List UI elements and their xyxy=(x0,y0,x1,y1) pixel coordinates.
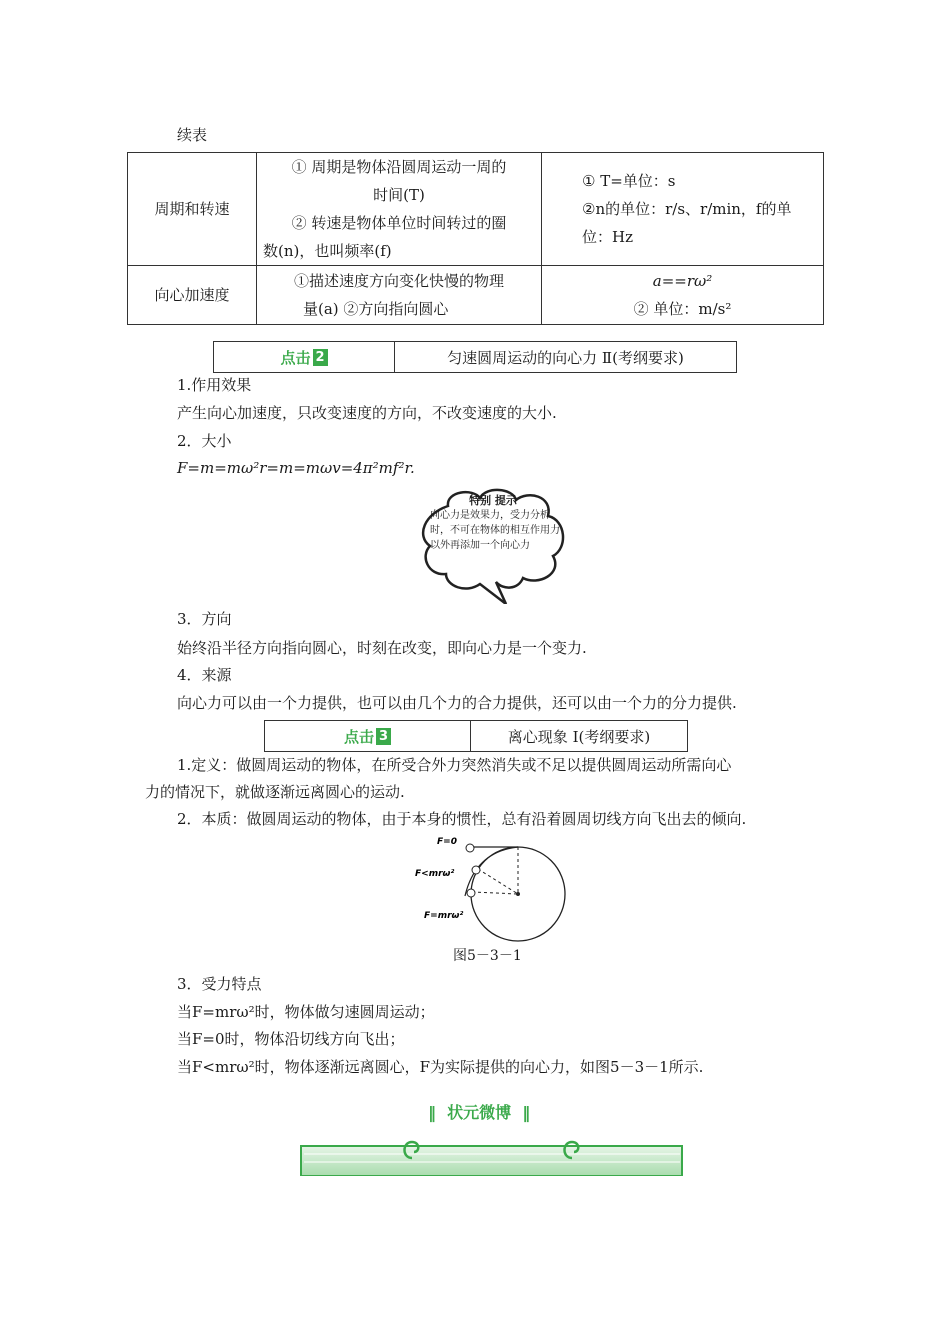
row-name: 周期和转速 xyxy=(128,153,257,266)
s2-line: 2．大小 xyxy=(177,432,232,450)
desc-line: 量(a) ②方向指向圆心 xyxy=(303,300,449,318)
tip-title: 特别 提示 xyxy=(469,494,517,507)
formula-line: 位：Hz xyxy=(582,228,633,246)
summary-table xyxy=(127,152,824,325)
weibo-heading xyxy=(428,1100,530,1123)
s2-line: 产生向心加速度，只改变速度的方向，不改变速度的大小. xyxy=(177,404,557,422)
row-desc xyxy=(257,153,542,266)
section-header-2 xyxy=(213,341,737,373)
desc-line: ①描述速度方向变化快慢的物理 xyxy=(293,272,504,290)
divider-mark: ‖ xyxy=(511,1103,531,1122)
row-formula xyxy=(542,266,824,325)
notebook-banner xyxy=(300,1140,683,1176)
section-title: 离心现象 Ⅰ(考纲要求) xyxy=(507,727,651,746)
formula-line: a==rω² xyxy=(652,272,713,290)
desc-line: ① 周期是物体沿圆周运动一周的 xyxy=(291,158,507,176)
formula-line: ②n的单位：r/s、r/min，f的单 xyxy=(582,200,792,218)
badge-text: 点击 xyxy=(343,727,374,746)
definition-line: 1.定义：做圆周运动的物体，在所受合外力突然消失或不足以提供圆周运动所需向心 xyxy=(177,756,732,774)
s2-formula: F=m=mω²r=m=mωv=4π²mf²r. xyxy=(177,459,415,477)
badge-number: 2 xyxy=(313,349,328,366)
row-formula xyxy=(542,153,824,266)
fig-label: F<mrω² xyxy=(415,869,455,879)
formula-line: ② 单位：m/s² xyxy=(633,300,732,318)
s2-line: 1.作用效果 xyxy=(177,376,252,394)
fig-label: F=mrω² xyxy=(424,911,464,921)
s2-line: 4．来源 xyxy=(177,666,232,684)
table-row xyxy=(128,266,824,325)
divider-mark: ‖ xyxy=(428,1103,448,1122)
s2-line: 3．方向 xyxy=(177,610,232,628)
section-badge xyxy=(265,721,471,751)
weibo-title: 状元微博 xyxy=(447,1103,512,1122)
row-name: 向心加速度 xyxy=(128,266,257,325)
s2-line: 始终沿半径方向指向圆心，时刻在改变，即向心力是一个变力. xyxy=(177,639,587,657)
centrifugal-figure xyxy=(410,836,575,946)
section-badge xyxy=(214,342,395,372)
case-line: 当F<mrω²时，物体逐渐远离圆心，F为实际提供的向心力，如图5－3－1所示. xyxy=(177,1058,704,1076)
desc-line: 时间(T) xyxy=(373,186,425,204)
badge-number: 3 xyxy=(376,728,391,745)
force-title: 3．受力特点 xyxy=(177,975,262,993)
definition-line: 力的情况下，就做逐渐远离圆心的运动. xyxy=(145,783,405,801)
row-desc xyxy=(257,266,542,325)
fig-label: F=0 xyxy=(437,837,457,847)
badge-text: 点击 xyxy=(280,348,311,367)
desc-line: 数(n)，也叫频率(f) xyxy=(263,242,392,260)
continued-label: 续表 xyxy=(177,126,208,144)
section-title: 匀速圆周运动的向心力 Ⅱ(考纲要求) xyxy=(447,348,684,367)
case-line: 当F=0时，物体沿切线方向飞出； xyxy=(177,1030,405,1048)
formula-line: ① T=单位：s xyxy=(582,172,676,190)
s2-line: 向心力可以由一个力提供，也可以由几个力的合力提供，还可以由一个力的分力提供. xyxy=(177,694,737,712)
desc-line: ② 转速是物体单位时间转过的圈 xyxy=(291,214,507,232)
tip-text: 向心力是效果力，受力分析时，不可在物体的相互作用力以外再添加一个向心力 xyxy=(430,510,560,551)
section-header-3 xyxy=(264,720,688,752)
figure-caption: 图5－3－1 xyxy=(453,948,522,964)
table-row xyxy=(128,153,824,266)
case-line: 当F=mrω²时，物体做匀速圆周运动； xyxy=(177,1003,435,1021)
essence-line: 2．本质：做圆周运动的物体，由于本身的惯性，总有沿着圆周切线方向飞出去的倾向. xyxy=(177,810,747,828)
tip-bubble xyxy=(418,486,568,596)
